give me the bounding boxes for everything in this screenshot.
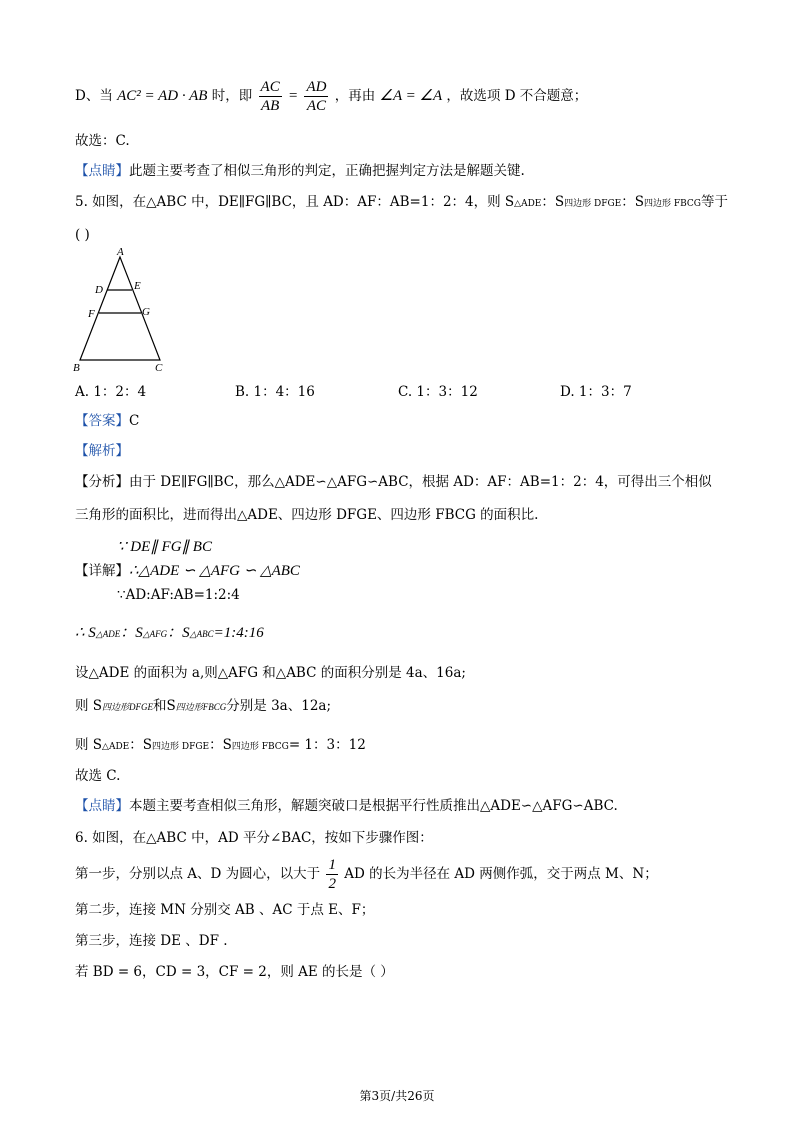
q5-area-ratio: ∴ S△ADE：S△AFG：S△ABC=1:4:16 [75,625,264,641]
q5-analysis-tag: 【解析】 [75,443,129,459]
q4-comment: 【点睛】此题主要考查了相似三角形的判定，正确把握判定方法是解题关键. [75,163,525,179]
comment-tag: 【点睛】 [75,163,129,179]
label-c: C [155,362,163,374]
q5-answer: 【答案】C [75,413,140,429]
q5-let-line: 设△ADE 的面积为 a,则△AFG 和△ABC 的面积分别是 4a、16a; [75,665,466,681]
fraction-ac-ab: $\frac{AC}{AB}$ [260,79,280,114]
q5-comment: 【点睛】本题主要考查相似三角形，解题突破口是根据平行性质推出△ADE∽△AFG∽ABC. [75,798,618,814]
label-d: D [95,284,103,296]
q5-fenxi: 【分析】由于 DE∥FG∥BC，那么△ADE∽△AFG∽ABC，根据 AD：AF：AB=1：2：4，可得出三个相似 [75,474,712,490]
q6-stem: 6. 如图，在△ABC 中，AD 平分∠BAC，按如下步骤作图： [75,830,433,846]
page-footer: 第3页/共26页 [359,1089,435,1103]
fraction-ad-ac: $\frac{AD}{AC}$ [306,79,327,114]
option-d: D. 1：3：7 [560,384,632,400]
q6-condition: 若 BD = 6，CD = 3，CF = 2，则 AE 的长是（ ） [75,964,394,980]
q5-then-line: 则 S四边形DFGE和S四边形FBCG分别是 3a、12a; [75,698,332,714]
q5-final-ratio: 则 S△ADE：S四边形 DFGE：S四边形 FBCG= 1：3：12 [75,737,366,753]
answer-tag: 【答案】 [75,413,129,429]
q4-option-d: D、当 AC² = AD · AB 时，即 $\frac{AC}{AB}$ = $\frac{AD}{AC}$ ，再由 ∠A = ∠A ，故选项 D 不合题意； [75,79,588,114]
equation-ac-squared: AC² = AD · AB [117,88,208,104]
q5-paren: ( ) [75,227,90,243]
comment-tag: 【点睛】 [75,798,129,814]
q4-choice: 故选：C. [75,133,130,149]
label-a: A [117,246,124,258]
q6-step3: 第三步，连接 DE 、DF . [75,933,228,949]
q5-fenxi-line2: 三角形的面积比，进而得出△ADE、四边形 DFGE、四边形 FBCG 的面积比. [75,507,539,523]
label-e: E [134,280,141,292]
q5-detail: 【详解】∴△ADE ∽ △AFG ∽ △ABC [75,563,300,579]
option-b: B. 1：4：16 [235,384,315,400]
q6-step1: 第一步，分别以点 A、D 为圆心，以大于 $\frac{1}{2}$ AD 的长为半径在 AD 两侧作弧，交于两点 M、N； [75,857,658,892]
q5-detail-line3: ∵AD:AF:AB=1:2:4 [117,587,240,603]
q5-detail-line1: ∵ DE∥ FG∥ BC [117,539,212,555]
label-f: F [88,308,95,320]
q6-step2: 第二步，连接 MN 分别交 AB 、AC 于点 E、F； [75,902,375,918]
fraction-one-half: $\frac{1}{2}$ [328,857,336,892]
label-b: B [73,362,80,374]
q5-stem: 5. 如图，在△ABC 中，DE∥FG∥BC，且 AD：AF：AB=1：2：4，则 S△ADE：S四边形 DFGE：S四边形 FBCG等于 [75,194,728,210]
option-c: C. 1：3：12 [398,384,478,400]
trapezoid-figure [70,245,180,375]
q5-choice: 故选 C. [75,768,121,784]
label-g: G [142,306,150,318]
option-a: A. 1：2：4 [75,384,147,400]
